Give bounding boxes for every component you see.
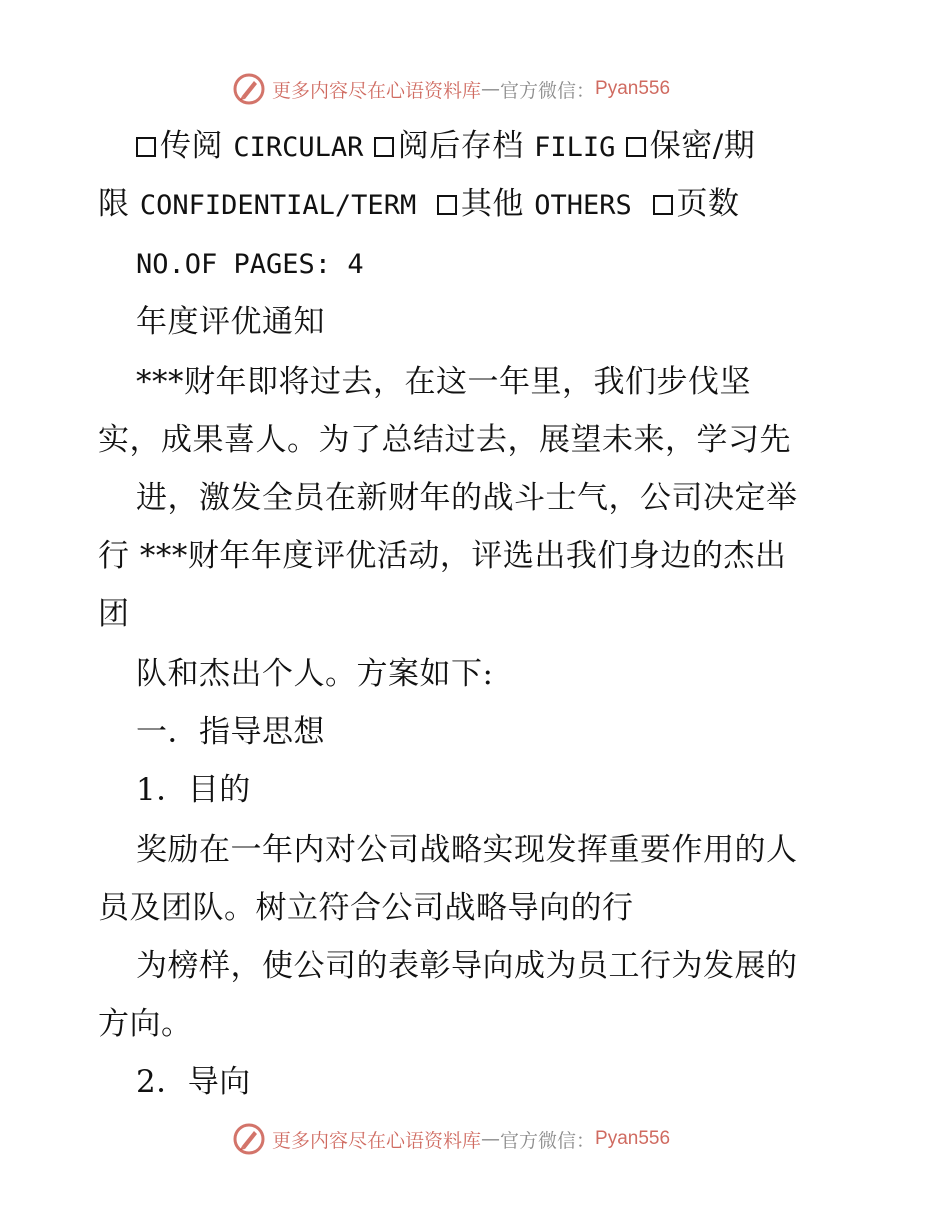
pages-label-cn: 页数 bbox=[676, 186, 740, 222]
section-heading-guiding-principles: 一．指导思想 bbox=[136, 714, 325, 750]
paragraph-1-line-5: 团 bbox=[98, 596, 130, 632]
checkbox-circular[interactable] bbox=[136, 137, 156, 157]
paragraph-1-line-6: 队和杰出个人。方案如下: bbox=[136, 656, 494, 692]
watermark-wechat-id: Pyan556 bbox=[595, 78, 671, 99]
watermark-dash: — bbox=[481, 78, 501, 100]
watermark-official-label: 官方微信： bbox=[500, 79, 596, 102]
routing-line-3 bbox=[136, 243, 364, 285]
paragraph-2-line-1: 奖励在一年内对公司战略实现发挥重要作用的人 bbox=[136, 832, 798, 868]
paragraph-1-line-2: 实，成果喜人。为了总结过去，展望未来，学习先 bbox=[98, 422, 791, 458]
watermark-official-label: 官方微信： bbox=[500, 1129, 596, 1152]
paragraph-1-line-1: ***财年即将过去，在这一年里，我们步伐坚 bbox=[136, 364, 751, 400]
paragraph-2-line-4: 方向。 bbox=[98, 1006, 193, 1042]
others-label-en: OTHERS bbox=[534, 190, 632, 221]
paragraph-1-line-4: 行 ***财年年度评优活动，评选出我们身边的杰出 bbox=[98, 538, 787, 574]
paragraph-2-line-2: 员及团队。树立符合公司战略导向的行 bbox=[98, 890, 634, 926]
watermark-footer bbox=[232, 1122, 670, 1156]
routing-line-1 bbox=[136, 126, 755, 168]
watermark-header bbox=[232, 72, 670, 106]
document-title: 年度评优通知 bbox=[136, 304, 325, 340]
confidential-label-en: CONFIDENTIAL/TERM bbox=[139, 190, 417, 221]
checkbox-pages[interactable] bbox=[653, 195, 673, 215]
others-label-cn: 其他 bbox=[460, 186, 524, 222]
item-purpose: 1．目的 bbox=[136, 772, 251, 808]
watermark-dash: — bbox=[481, 1128, 501, 1150]
circular-label-cn: 传阅 bbox=[160, 128, 223, 164]
pen-logo-icon bbox=[232, 72, 266, 106]
pages-label-en: NO.OF PAGES: 4 bbox=[136, 249, 364, 280]
confidential-label-cn-b: 限 bbox=[98, 186, 130, 222]
checkbox-others[interactable] bbox=[437, 195, 457, 215]
routing-line-2 bbox=[98, 184, 740, 226]
confidential-label-cn-a: 保密/期 bbox=[649, 128, 756, 164]
paragraph-2-line-3: 为榜样，使公司的表彰导向成为员工行为发展的 bbox=[136, 948, 798, 984]
item-orientation: 2．导向 bbox=[136, 1064, 251, 1100]
watermark-main-text: 更多内容尽在心语资料库 bbox=[272, 1129, 482, 1152]
filing-label-en: FILIG bbox=[534, 132, 616, 163]
checkbox-confidential[interactable] bbox=[626, 137, 646, 157]
watermark-wechat-id: Pyan556 bbox=[595, 1128, 671, 1149]
circular-label-en: CIRCULAR bbox=[233, 132, 364, 163]
paragraph-1-line-3: 进，激发全员在新财年的战斗士气，公司决定举 bbox=[136, 480, 798, 516]
filing-label-cn: 阅后存档 bbox=[397, 128, 524, 164]
checkbox-filing[interactable] bbox=[374, 137, 394, 157]
pen-logo-icon bbox=[232, 1122, 266, 1156]
watermark-main-text: 更多内容尽在心语资料库 bbox=[272, 79, 482, 102]
